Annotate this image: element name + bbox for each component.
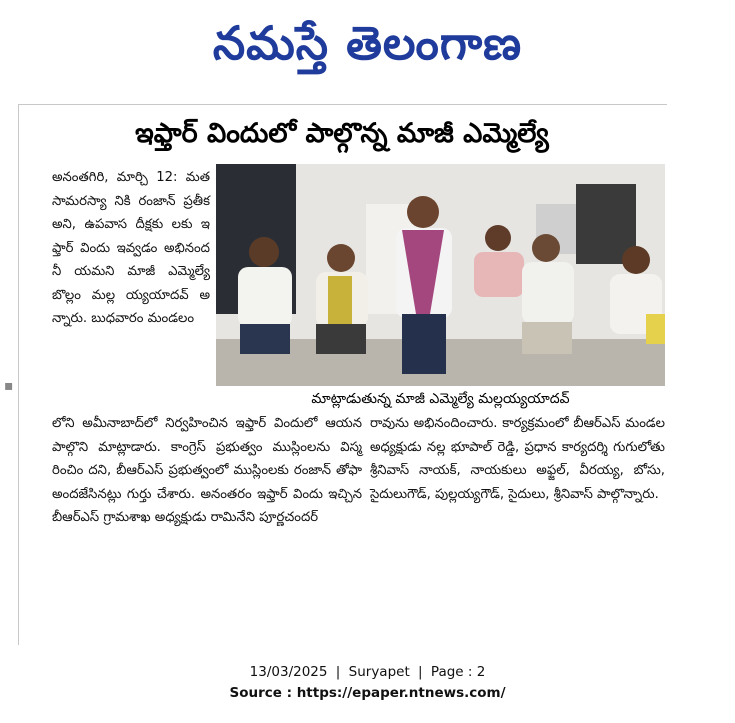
footer-page: Page : 2 xyxy=(430,664,486,680)
article-column-left-bottom: లోని అమీనాబాద్‌లో నిర్వహించిన ఇఫ్తార్ విందులో ఆయన పాల్గొని మాట్లాడారు. కాంగ్రెస్ ప్రభుత్వం ముస్లింలను విస్మరించిం దని, బీఆర్ఎస్ ప్రభుత్వంలో ముస్లింలకు రంజాన్ తోఫా అందజేసినట్లు గుర్తు చేశారు. అనంతరం ఇఫ్తార్ విందు ఇచ్చిన బీఆర్ఎస్ గ్రామశాఖ అధ్యక్షుడు రామినేని పూర్ణచందర్ xyxy=(52,416,362,525)
article-column-right: రావును అభినందించారు. కార్యక్రమంలో బీఆర్ఎస్ మండల అధ్యక్షుడు నల్ల భూపాల్ రెడ్డి, ప్రధాన కార్యదర్శి గుగులోతు శ్రీనివాస్ నాయక్, నాయకులు అఫ్జల్, వీరయ్య, బోసు, సైదులుగౌడ్, పుల్లయ్యగౌడ్, సైదులు, శ్రీనివాస్ పాల్గొన్నారు. xyxy=(370,416,665,502)
newspaper-masthead: నమస్తే తెలంగాణ xyxy=(212,16,523,70)
footer-edition: Suryapet xyxy=(348,664,410,680)
article-photo xyxy=(216,164,665,386)
footer-separator: | xyxy=(335,664,341,680)
event-photo-illustration xyxy=(216,164,665,386)
footer-source: Source : https://epaper.ntnews.com/ xyxy=(229,685,506,701)
margin-marker: ▪ xyxy=(4,378,14,394)
article-headline: ఇఫ్తార్ విందులో పాల్గొన్న మాజీ ఎమ్మెల్యే xyxy=(135,118,549,149)
photo-caption: మాట్లాడుతున్న మాజీ ఎమ్మెల్యే మల్లయ్యయాదవ్ xyxy=(311,391,570,407)
footer-separator: | xyxy=(418,664,423,680)
footer-meta xyxy=(0,664,735,680)
article-column-left-top: అనంతగిరి, మార్చి 12: మత సామరస్యా నికి రంజాన్ ప్రతీక అని, ఉపవాస దీక్షకు లకు ఇఫ్తార్ విందు ఇవ్వడం అభినందనీ యమని మాజీ ఎమ్మెల్యే బొల్లం మల్ల య్యయాదవ్ అన్నారు. బుధవారం మండలం xyxy=(52,170,210,326)
footer-date: 13/03/2025 xyxy=(249,664,328,680)
